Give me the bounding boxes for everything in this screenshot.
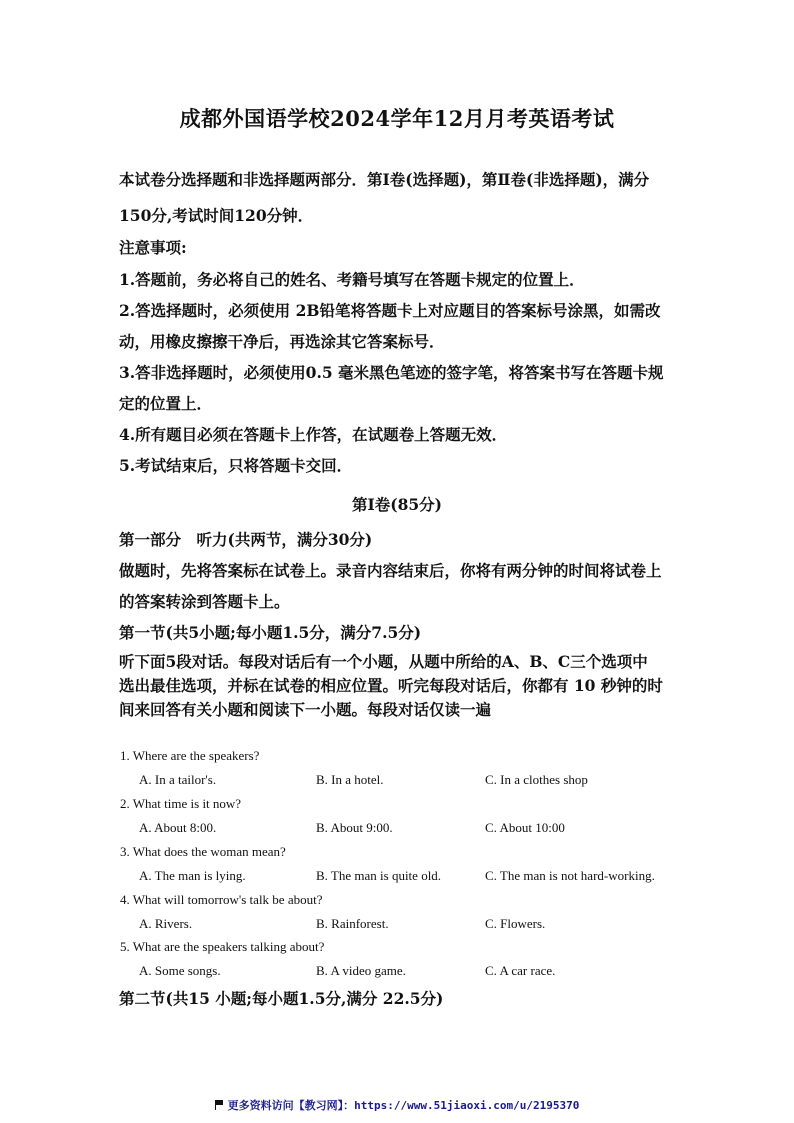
question-2-option-a: A. About 8:00. [139, 820, 217, 835]
note-4: 4.所有题目必须在答题卡上作答，在试题卷上答题无效． [119, 425, 508, 444]
question-4: 4. What will tomorrow's talk be about? [120, 892, 323, 907]
section1-instruction-line-2: 选出最佳选项，并标在试卷的相应位置。听完每段对话后，你都有 10 秒钟的时 [119, 676, 663, 695]
question-4-option-a: A. Rivers. [139, 916, 193, 931]
question-3-option-a: A. The man is lying. [139, 868, 246, 883]
section2-heading: 第二节(共15 小题;每小题1.5分,满分 22.5分) [119, 989, 444, 1008]
question-3-option-b: B. The man is quite old. [316, 868, 442, 883]
note-2-line-1: 2.答选择题时，必须使用 2B铅笔将答题卡上对应题目的答案标号涂黑，如需改 [119, 301, 661, 320]
question-3: 3. What does the woman mean? [120, 844, 286, 859]
footer-link[interactable]: 更多资料访问【教习网】：https://www.51jiaoxi.com/u/2195370 [227, 1099, 580, 1112]
question-5-option-b: B. A video game. [316, 963, 406, 978]
footer [0, 1097, 794, 1113]
question-1-option-c: C. In a clothes shop [485, 772, 588, 787]
question-5: 5. What are the speakers talking about? [120, 939, 325, 954]
part1-heading: 第一部分 听力(共两节，满分30分) [119, 530, 373, 549]
volume-heading: 第Ⅰ卷(85分) [352, 495, 442, 514]
question-1-option-b: B. In a hotel. [316, 772, 384, 787]
section1-heading: 第一节(共5小题;每小题1.5分，满分7.5分) [119, 623, 422, 642]
section1-instruction-line-1: 听下面5段对话。每段对话后有一个小题，从题中所给的A、B、C三个选项中 [119, 652, 648, 671]
question-3-option-c: C. The man is not hard-working. [485, 868, 655, 883]
notes-heading: 注意事项: [119, 238, 187, 257]
flag-icon [215, 1100, 224, 1110]
question-4-option-c: C. Flowers. [485, 916, 546, 931]
note-3-line-2: 定的位置上． [119, 394, 213, 413]
question-1-option-a: A. In a tailor's. [139, 772, 217, 787]
question-1: 1. Where are the speakers? [120, 748, 260, 763]
question-5-option-c: C. A car race. [485, 963, 556, 978]
question-5-option-a: A. Some songs. [139, 963, 221, 978]
question-2-option-c: C. About 10:00 [485, 820, 565, 835]
page-title: 成都外国语学校2024学年12月月考英语考试 [179, 106, 615, 131]
intro-line-2: 150分,考试时间120分钟． [119, 206, 314, 225]
part1-instruction-line-2: 的答案转涂到答题卡上。 [119, 592, 290, 611]
section1-instruction-line-3: 间来回答有关小题和阅读下一小题。每段对话仅读一遍 [119, 700, 492, 719]
question-2-option-b: B. About 9:00. [316, 820, 393, 835]
note-3-line-1: 3.答非选择题时，必须使用0.5 毫米黑色笔迹的签字笔，将答案书写在答题卡规 [119, 363, 664, 382]
note-2-line-2: 动，用橡皮擦擦干净后，再选涂其它答案标号． [119, 332, 445, 351]
note-1: 1.答题前，务必将自己的姓名、考籍号填写在答题卡规定的位置上． [119, 270, 585, 289]
note-5: 5.考试结束后，只将答题卡交回． [119, 456, 353, 475]
intro-line-1: 本试卷分选择题和非选择题两部分．第Ⅰ卷(选择题)，第Ⅱ卷(非选择题)，满分 [119, 170, 650, 189]
question-4-option-b: B. Rainforest. [316, 916, 389, 931]
question-2: 2. What time is it now? [120, 796, 242, 811]
part1-instruction-line-1: 做题时，先将答案标在试卷上。录音内容结束后，你将有两分钟的时间将试卷上 [119, 561, 662, 580]
